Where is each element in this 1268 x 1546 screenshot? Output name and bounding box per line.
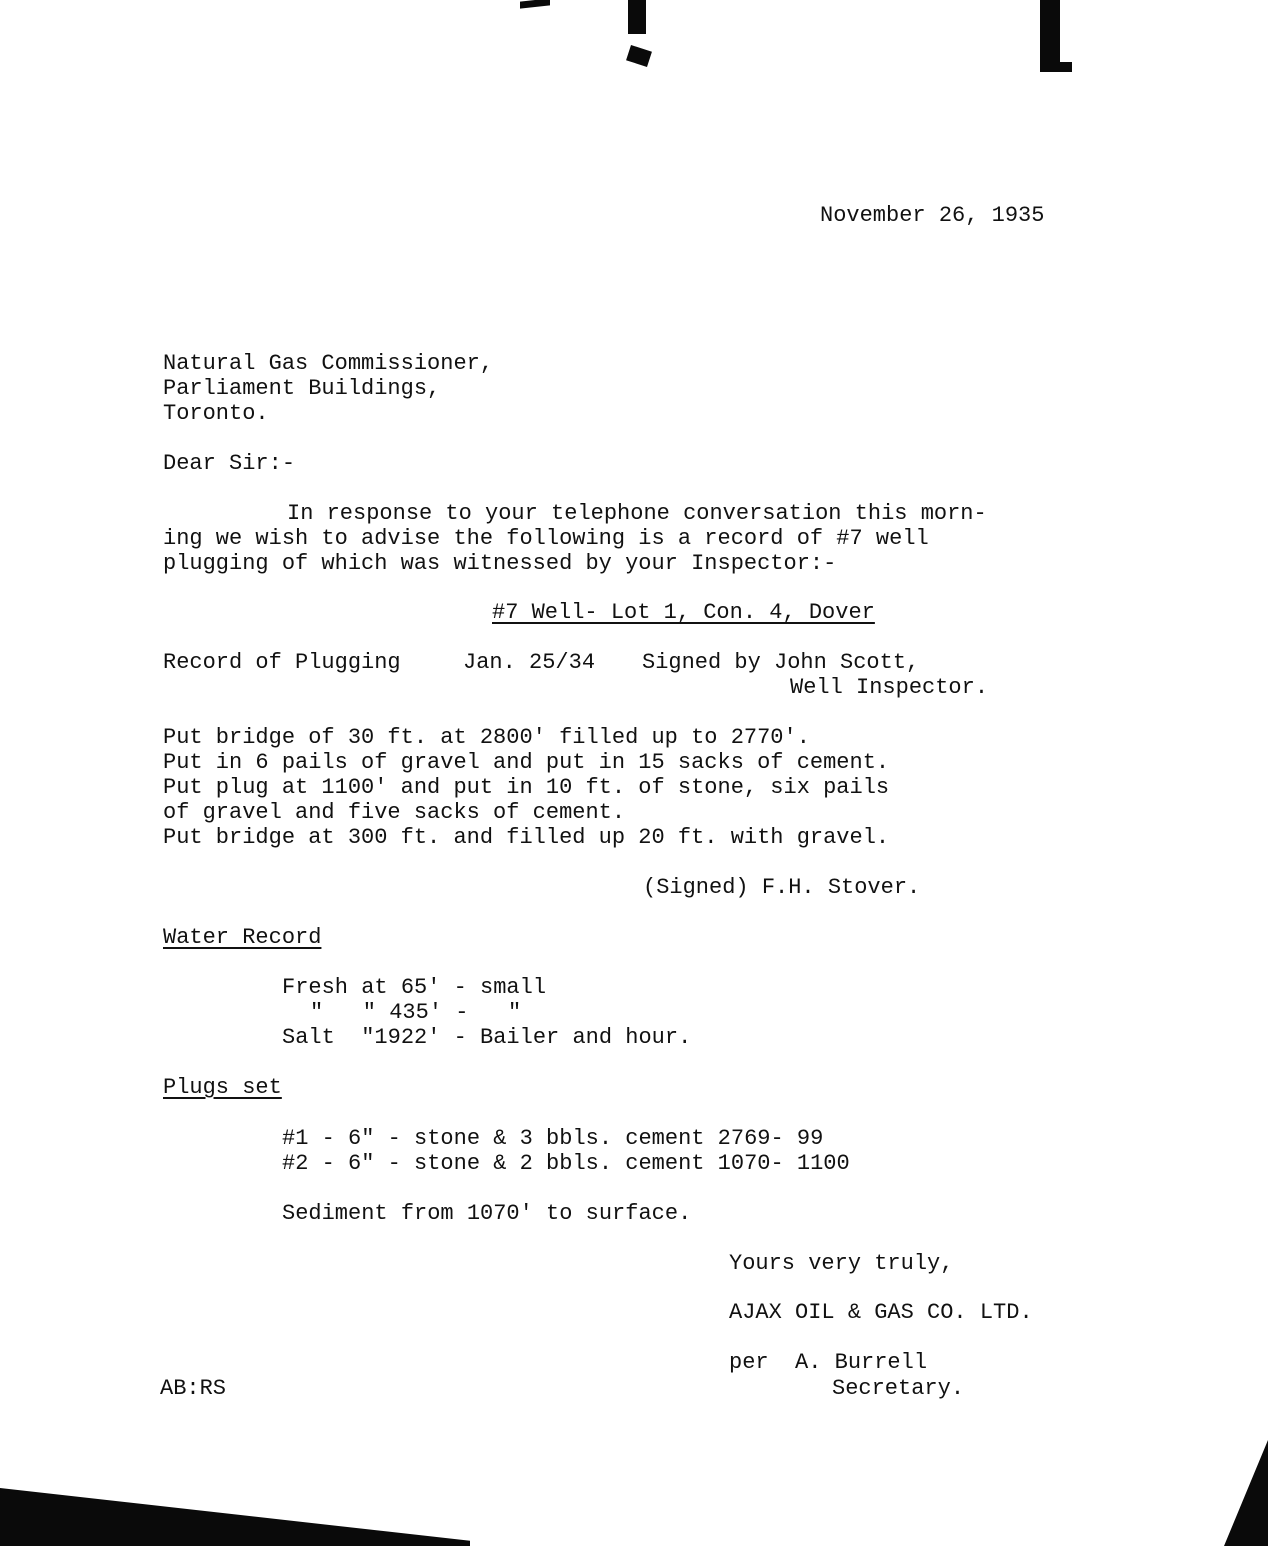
- scan-corner-mark: [1224, 1440, 1268, 1546]
- water-record-line-3: Salt "1922' - Bailer and hour.: [282, 1025, 692, 1050]
- recipient-line-2: Parliament Buildings,: [163, 376, 441, 401]
- plug-line-2: #2 - 6" - stone & 2 bbls. cement 1070- 1100: [282, 1151, 850, 1176]
- letter-date: November 26, 1935: [820, 203, 1045, 228]
- water-record-heading: Water Record: [163, 925, 322, 950]
- record-signed-by: Signed by John Scott,: [642, 650, 920, 675]
- plugging-note-3: Put plug at 1100' and put in 10 ft. of stone, six pails: [163, 775, 890, 800]
- recipient-line-1: Natural Gas Commissioner,: [163, 351, 494, 376]
- intro-line-2: ing we wish to advise the following is a record of #7 well: [163, 526, 929, 551]
- signed-stover: (Signed) F.H. Stover.: [643, 875, 921, 900]
- intro-line-3: plugging of which was witnessed by your Inspector:-: [163, 551, 837, 576]
- scan-mark-4: [1040, 0, 1060, 66]
- signature-title: Secretary.: [832, 1376, 965, 1401]
- record-of-plugging-label: Record of Plugging: [163, 650, 401, 675]
- plug-line-1: #1 - 6" - stone & 3 bbls. cement 2769- 99: [282, 1126, 824, 1151]
- closing: Yours very truly,: [729, 1251, 954, 1276]
- intro-line-1: In response to your telephone conversation this morn-: [287, 501, 987, 526]
- signature-per: per A. Burrell: [729, 1350, 928, 1375]
- scan-mark-2: [628, 0, 646, 34]
- scan-mark-1: [520, 0, 550, 9]
- plugging-note-2: Put in 6 pails of gravel and put in 15 sacks of cement.: [163, 750, 890, 775]
- scan-mark-5: [1040, 62, 1072, 72]
- sediment-line: Sediment from 1070' to surface.: [282, 1201, 692, 1226]
- typist-initials: AB:RS: [160, 1376, 227, 1401]
- recipient-line-3: Toronto.: [163, 401, 269, 426]
- scan-mark-3: [626, 45, 652, 67]
- plugging-note-4: of gravel and five sacks of cement.: [163, 800, 626, 825]
- well-heading: #7 Well- Lot 1, Con. 4, Dover: [492, 600, 875, 625]
- plugs-set-heading: Plugs set: [163, 1075, 282, 1100]
- salutation: Dear Sir:-: [163, 451, 296, 476]
- water-record-line-1: Fresh at 65' - small: [282, 975, 547, 1000]
- company-name: AJAX OIL & GAS CO. LTD.: [729, 1300, 1033, 1325]
- record-of-plugging-date: Jan. 25/34: [463, 650, 596, 675]
- inspector-title: Well Inspector.: [790, 675, 989, 700]
- plugging-note-5: Put bridge at 300 ft. and filled up 20 ft. with gravel.: [163, 825, 890, 850]
- plugging-note-1: Put bridge of 30 ft. at 2800' filled up to 2770'.: [163, 725, 810, 750]
- scan-edge-shadow: [0, 1488, 470, 1546]
- water-record-line-2: " " 435' - ": [310, 1000, 522, 1025]
